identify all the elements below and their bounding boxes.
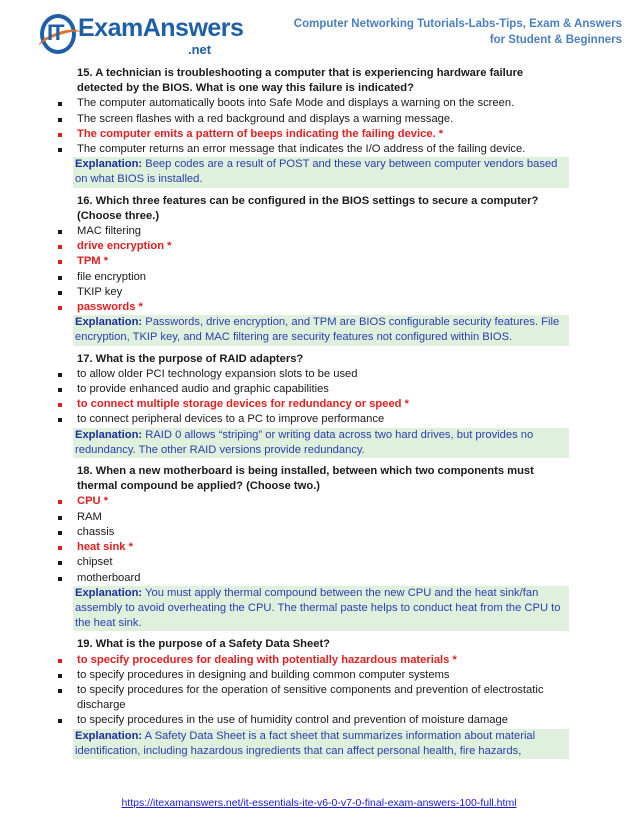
explanation-label: Explanation: (75, 586, 143, 599)
answer-option (0, 412, 572, 427)
option-text: to provide enhanced audio and graphic capabilities (77, 383, 329, 396)
page-header (0, 0, 638, 66)
bullet-square-icon (58, 291, 62, 295)
option-text: to specify procedures in the use of humidity control and prevention of moisture damage (77, 714, 508, 727)
option-text: The screen flashes with a red background and displays a warning message. (77, 112, 454, 125)
bullet-square-icon (58, 659, 62, 663)
bullet-square-icon (58, 148, 62, 152)
option-text: heat sink * (77, 541, 133, 554)
logo-name: ExamAnswers (78, 14, 244, 42)
bullet-square-icon (58, 577, 62, 581)
option-text: to specify procedures for dealing with potentially hazardous materials * (77, 653, 457, 666)
questions-container (0, 66, 638, 765)
explanation-text: Passwords, drive encryption, and TPM are BIOS configurable security features. File encryption, TKIP key, and MAC filtering are security features not configured within BIOS. (75, 316, 560, 344)
answer-option (0, 96, 572, 111)
correct-answer-option (0, 653, 572, 668)
question-block (0, 464, 638, 631)
question-block (0, 637, 638, 759)
answer-option (0, 270, 572, 285)
option-text: MAC filtering (77, 225, 142, 238)
answer-options (0, 653, 638, 729)
logo-domain: .net (188, 42, 212, 57)
answer-option (0, 525, 572, 540)
correct-answer-option (0, 254, 572, 269)
option-text: to specify procedures for the operation of sensitive components and prevention of electrostatic discharge (77, 683, 544, 712)
footer-source-link[interactable]: https://itexamanswers.net/it-essentials-ite-v6-0-v7-0-final-exam-answers-100-full.html (121, 797, 517, 809)
tagline-line-2: for Student & Beginners (489, 34, 622, 46)
answer-option (0, 285, 572, 300)
answer-option (0, 142, 572, 157)
option-text: CPU * (77, 495, 109, 508)
answer-options (0, 494, 638, 585)
option-text: RAM (77, 510, 102, 523)
question-title: 19. What is the purpose of a Safety Data Sheet? (77, 638, 331, 651)
answer-option (0, 112, 572, 127)
bullet-square-icon (58, 516, 62, 520)
bullet-square-icon (58, 133, 62, 137)
explanation-box (73, 428, 569, 458)
bullet-square-icon (58, 260, 62, 264)
explanation-text: A Safety Data Sheet is a fact sheet that summarizes information about material identification, including hazardous ingredients that can affect personal health, fire hazards, (75, 729, 536, 757)
bullet-square-icon (58, 531, 62, 535)
answer-option (0, 713, 572, 728)
answer-options (0, 96, 638, 157)
option-text: The computer emits a pattern of beeps indicating the failing device. * (77, 127, 444, 140)
bullet-square-icon (58, 418, 62, 422)
question-title: 18. When a new motherboard is being installed, between which two components must thermal compound be applied? (Choose two.) (77, 465, 534, 493)
option-text: passwords * (77, 301, 143, 314)
answer-options (0, 224, 638, 315)
option-text: to connect multiple storage devices for redundancy or speed * (77, 398, 409, 411)
option-text: The computer automatically boots into Safe Mode and displays a warning on the screen. (77, 97, 515, 110)
question-block (0, 194, 638, 346)
option-text: to specify procedures in designing and building common computer systems (77, 668, 450, 681)
option-text: TPM * (77, 255, 109, 268)
answer-option (0, 224, 572, 239)
bullet-square-icon (58, 403, 62, 407)
question-title: 16. Which three features can be configured in the BIOS settings to secure a computer? (Choose three.) (77, 194, 539, 222)
explanation-box (73, 157, 569, 187)
correct-answer-option (0, 127, 572, 142)
site-tagline (292, 16, 622, 48)
bullet-square-icon (58, 561, 62, 565)
answer-option (0, 367, 572, 382)
correct-answer-option (0, 300, 572, 315)
answer-option (0, 382, 572, 397)
question-title: 17. What is the purpose of RAID adapters? (77, 352, 304, 365)
option-text: chassis (77, 525, 115, 538)
correct-answer-option (0, 540, 572, 555)
option-text: to connect peripheral devices to a PC to improve performance (77, 413, 385, 426)
explanation-text: Beep codes are a result of POST and these vary between computer vendors based on what BIOS is installed. (75, 158, 558, 186)
explanation-box (73, 729, 569, 759)
correct-answer-option (0, 494, 572, 509)
logo-it-text: IT (47, 20, 63, 45)
option-text: file encryption (77, 270, 147, 283)
tagline-line-1: Computer Networking Tutorials-Labs-Tips, Exam & Answers (293, 18, 622, 30)
bullet-square-icon (58, 689, 62, 693)
explanation-text: You must apply thermal compound between the new CPU and the heat sink/fan assembly to avoid overheating the CPU. The thermal paste helps to conduct heat from the CPU to the heat sink. (75, 586, 561, 630)
correct-answer-option (0, 397, 572, 412)
option-text: drive encryption * (77, 240, 172, 253)
bullet-square-icon (58, 306, 62, 310)
logo-mark-icon (40, 14, 76, 54)
question-title: 15. A technician is troubleshooting a computer that is experiencing hardware failure detected by the BIOS. What is one way this failure is indicated? (77, 67, 524, 95)
explanation-label: Explanation: (75, 729, 143, 742)
answer-option (0, 555, 572, 570)
bullet-square-icon (58, 102, 62, 106)
answer-option (0, 668, 572, 683)
bullet-square-icon (58, 276, 62, 280)
bullet-square-icon (58, 546, 62, 550)
bullet-square-icon (58, 373, 62, 377)
option-text: The computer returns an error message that indicates the I/O address of the failing device. (77, 143, 526, 156)
bullet-square-icon (58, 118, 62, 122)
explanation-text: RAID 0 allows “striping” or writing data across two hard drives, but provides no redundancy. The other RAID versions provide redundancy. (75, 428, 534, 456)
bullet-square-icon (58, 388, 62, 392)
explanation-box (73, 586, 569, 632)
explanation-label: Explanation: (75, 316, 143, 329)
correct-answer-option (0, 239, 572, 254)
bullet-square-icon (58, 674, 62, 678)
page-footer (0, 797, 638, 809)
answer-option (0, 571, 572, 586)
option-text: TKIP key (77, 285, 123, 298)
explanation-box (73, 315, 569, 345)
explanation-label: Explanation: (75, 158, 143, 171)
question-block (0, 66, 638, 188)
option-text: chipset (77, 556, 113, 569)
option-text: to allow older PCI technology expansion slots to be used (77, 367, 358, 380)
bullet-square-icon (58, 245, 62, 249)
explanation-label: Explanation: (75, 428, 143, 441)
answer-options (0, 367, 638, 428)
bullet-square-icon (58, 719, 62, 723)
answer-option (0, 683, 572, 713)
answer-option (0, 510, 572, 525)
site-logo[interactable] (40, 12, 244, 58)
bullet-square-icon (58, 500, 62, 504)
option-text: motherboard (77, 571, 141, 584)
bullet-square-icon (58, 230, 62, 234)
question-block (0, 352, 638, 458)
